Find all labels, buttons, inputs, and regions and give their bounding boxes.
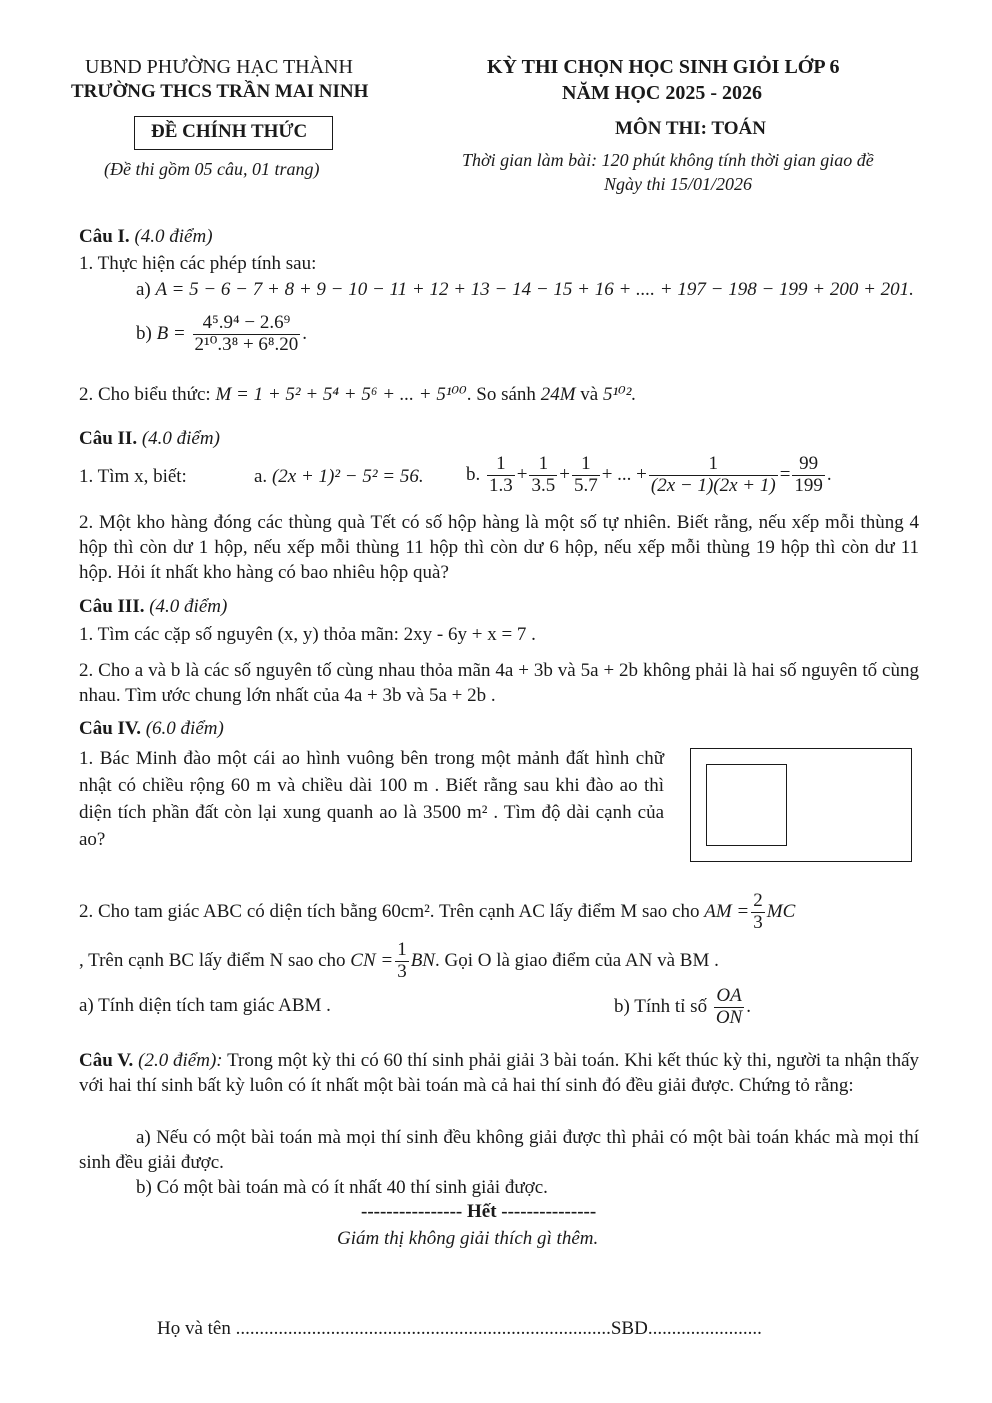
q2-p1-label: 1. Tìm x, biết: [79, 466, 187, 487]
school-district: UBND PHƯỜNG HẠC THÀNH [85, 56, 353, 78]
q2-f1-den: 1.3 [489, 474, 513, 496]
page-note: (Đề thi gồm 05 câu, 01 trang) [104, 159, 320, 179]
q2-title: Câu II. [79, 428, 138, 449]
q2-f4-num: 1 [649, 454, 778, 476]
q1-p2-compare: . So sánh [466, 384, 536, 405]
q4-b-den: ON [715, 1006, 743, 1028]
footer-note: Giám thị không giải thích gì thêm. [337, 1228, 599, 1249]
q1-p2-and: và [580, 384, 599, 405]
q1-a-label: a) [136, 279, 151, 300]
q2-f2 [529, 454, 557, 497]
q4-am-frac [751, 891, 765, 934]
q1-p2-5-102: 5¹⁰². [602, 384, 637, 405]
q2-heading [79, 428, 220, 450]
q2-a [254, 466, 424, 488]
name-line: Họ và tên ...............................................................................SBD........................ [157, 1318, 762, 1339]
q4-am-num: 2 [753, 890, 763, 911]
q2-b: b. $\frac{1}{1.3}$ + $\frac{1}{3.5}$ + $\frac{1}{5.7}$ + ... + $\frac{1}{(2x - 1)(2x + 1)}$ = $\frac{99}{199}$ . [466, 453, 832, 496]
q1-b-num: 4⁵.9⁴ − 2.6⁹ [193, 313, 301, 335]
q2-eq: = [779, 463, 791, 485]
exam-title: KỲ THI CHỌN HỌC SINH GIỎI LỚP 6 [487, 56, 840, 78]
q2-f2-den: 3.5 [531, 474, 556, 496]
school-name: TRƯỜNG THCS TRẦN MAI NINH [71, 81, 369, 102]
q4-title: Câu IV. [79, 718, 141, 739]
q3-points: (4.0 điểm) [149, 596, 228, 617]
q4-b-frac [714, 986, 744, 1029]
q4-am-rhs: MC [766, 900, 796, 922]
q2-dots: + ... + [601, 463, 647, 485]
q1-a-expr: A = 5 − 6 − 7 + 8 + 9 − 10 − 11 + 12 + 13 − 14 − 15 + 16 + .... + 197 − 198 − 199 + 200 + 201. [155, 279, 914, 300]
q4-p2-cn-text: , Trên cạnh BC lấy điểm N sao cho [79, 949, 346, 971]
q4-am-lhs: AM = [704, 900, 750, 922]
q2-f1-num: 1 [487, 454, 515, 476]
q4-p2-o-text: . Gọi O là giao điểm của AN và BM . [434, 949, 719, 971]
q1-b-fraction [193, 313, 301, 356]
q4-b-end: . [746, 995, 751, 1017]
q1-p2-lead: 2. Cho biểu thức: [79, 384, 211, 405]
school-year: NĂM HỌC 2025 - 2026 [562, 82, 762, 104]
exam-date: Ngày thi 15/01/2026 [604, 174, 752, 194]
subject: MÔN THI: TOÁN [615, 118, 766, 139]
q4-p2-text: 2. Cho tam giác ABC có diện tích bằng 60cm². Trên cạnh AC lấy điểm M sao cho [79, 900, 700, 922]
pond-square [706, 764, 787, 846]
q1-heading [79, 226, 213, 248]
q2-f3 [572, 454, 600, 497]
q2-f2-num: 1 [529, 454, 557, 476]
q4-points: (6.0 điểm) [145, 718, 224, 739]
q3-p2: 2. Cho a và b là các số nguyên tố cùng nhau thỏa mãn 4a + 3b và 5a + 2b không phải là hai số nguyên tố cùng nhau. Tìm ước chung lớn nhất của 4a + 3b và 5a + 2b . [79, 660, 919, 706]
q2-f5-den: 199 [794, 474, 823, 496]
q2-a-expr: (2x + 1)² − 5² = 56. [271, 466, 424, 487]
q2-f5 [792, 454, 825, 497]
q4-p2-line2 [79, 940, 719, 983]
q1-b-label: b) [136, 322, 152, 344]
q2-f5-num: 99 [792, 454, 825, 476]
q1-points: (4.0 điểm) [134, 226, 213, 247]
q4-cn-num: 1 [397, 939, 407, 960]
q4-cn-frac [395, 940, 409, 983]
q2-f3-num: 1 [572, 454, 600, 476]
q3-title: Câu III. [79, 596, 145, 617]
q5-b: b) Có một bài toán mà có ít nhất 40 thí sinh giải được. [136, 1177, 548, 1198]
q1-p2-expr: M = 1 + 5² + 5⁴ + 5⁶ + ... + 5¹⁰⁰ [215, 384, 467, 405]
q5-title: Câu V. [79, 1050, 134, 1071]
q1-b-lhs: B = [156, 322, 186, 344]
q3-heading [79, 596, 227, 618]
q4-p1: 1. Bác Minh đào một cái ao hình vuông bên trong một mảnh đất hình chữ nhật có chiều rộng 60 m và chiều dài 100 m . Biết rằng sau khi đào ao thì diện tích phần đất còn lại xung quanh ao là 3500 m² . Tìm độ dài cạnh của ao? [79, 748, 664, 850]
duration: Thời gian làm bài: 120 phút không tính thời gian giao đề [462, 150, 874, 170]
q4-b [614, 986, 751, 1029]
q4-b-text: b) Tính tỉ số [614, 995, 708, 1017]
q1-p2 [79, 383, 636, 406]
q1-b-den: 2¹⁰.3⁸ + 6⁸.20 [194, 333, 299, 355]
q4-b-num: OA [714, 986, 744, 1008]
q5-a: a) Nếu có một bài toán mà mọi thí sinh đều không giải được thì phải có một bài toán khác mà mọi thí sinh đều giải được. [79, 1127, 919, 1173]
q4-cn-rhs: BN [410, 949, 435, 971]
q1-p1: 1. Thực hiện các phép tính sau: [79, 253, 317, 274]
q2-f1 [487, 454, 515, 497]
q2-f3-den: 5.7 [573, 474, 598, 496]
q4-heading [79, 718, 224, 740]
q2-points: (4.0 điểm) [141, 428, 220, 449]
q4-cn-lhs: CN = [350, 949, 394, 971]
q5-body: Trong một kỳ thi có 60 thí sinh phải giải 3 bài toán. Khi kết thúc kỳ thi, người ta nhận thấy với hai thí sinh bất kỳ luôn có ít nhất một bài toán mà cả hai thí sinh đó đều giải được. Chứng tỏ rằng: [79, 1050, 920, 1096]
q1-p2-24m: 24M [540, 384, 576, 405]
q1-b: b) B = $\frac{\text{4⁵.9⁴ − 2.6⁹}}{\text{2¹⁰.3⁸ + 6⁸.20}}$ . [136, 312, 308, 355]
official-label: ĐỀ CHÍNH THỨC [151, 121, 308, 142]
q4-cn-den: 3 [397, 960, 407, 982]
q4-p2-line1 [79, 891, 795, 934]
q2-a-label: a. [254, 466, 268, 487]
q5-points: (2.0 điểm): [138, 1050, 223, 1071]
q4-am-den: 3 [753, 911, 763, 933]
end-marker: ---------------- Hết --------------- [361, 1201, 597, 1222]
q2-b-label: b. [466, 463, 481, 485]
q1-a [136, 279, 914, 301]
q3-p1: 1. Tìm các cặp số nguyên (x, y) thỏa mãn: 2xy - 6y + x = 7 . [79, 624, 536, 645]
q5-text [79, 1048, 919, 1098]
q2-f4 [649, 454, 778, 497]
q2-f4-den: (2x − 1)(2x + 1) [650, 474, 776, 496]
q1-title: Câu I. [79, 226, 130, 247]
q2-p2: 2. Một kho hàng đóng các thùng quà Tết có số hộp hàng là một số tự nhiên. Biết rằng, nếu xếp mỗi thùng 4 hộp thì còn dư 1 hộp, nếu xếp mỗi thùng 11 hộp thì còn dư 6 hộp, nếu xếp mỗi thùng 19 hộp thì còn dư 11 hộp. Hỏi ít nhất kho hàng có bao nhiêu hộp quà? [79, 512, 919, 583]
q4-a: a) Tính diện tích tam giác ABM . [79, 995, 331, 1016]
